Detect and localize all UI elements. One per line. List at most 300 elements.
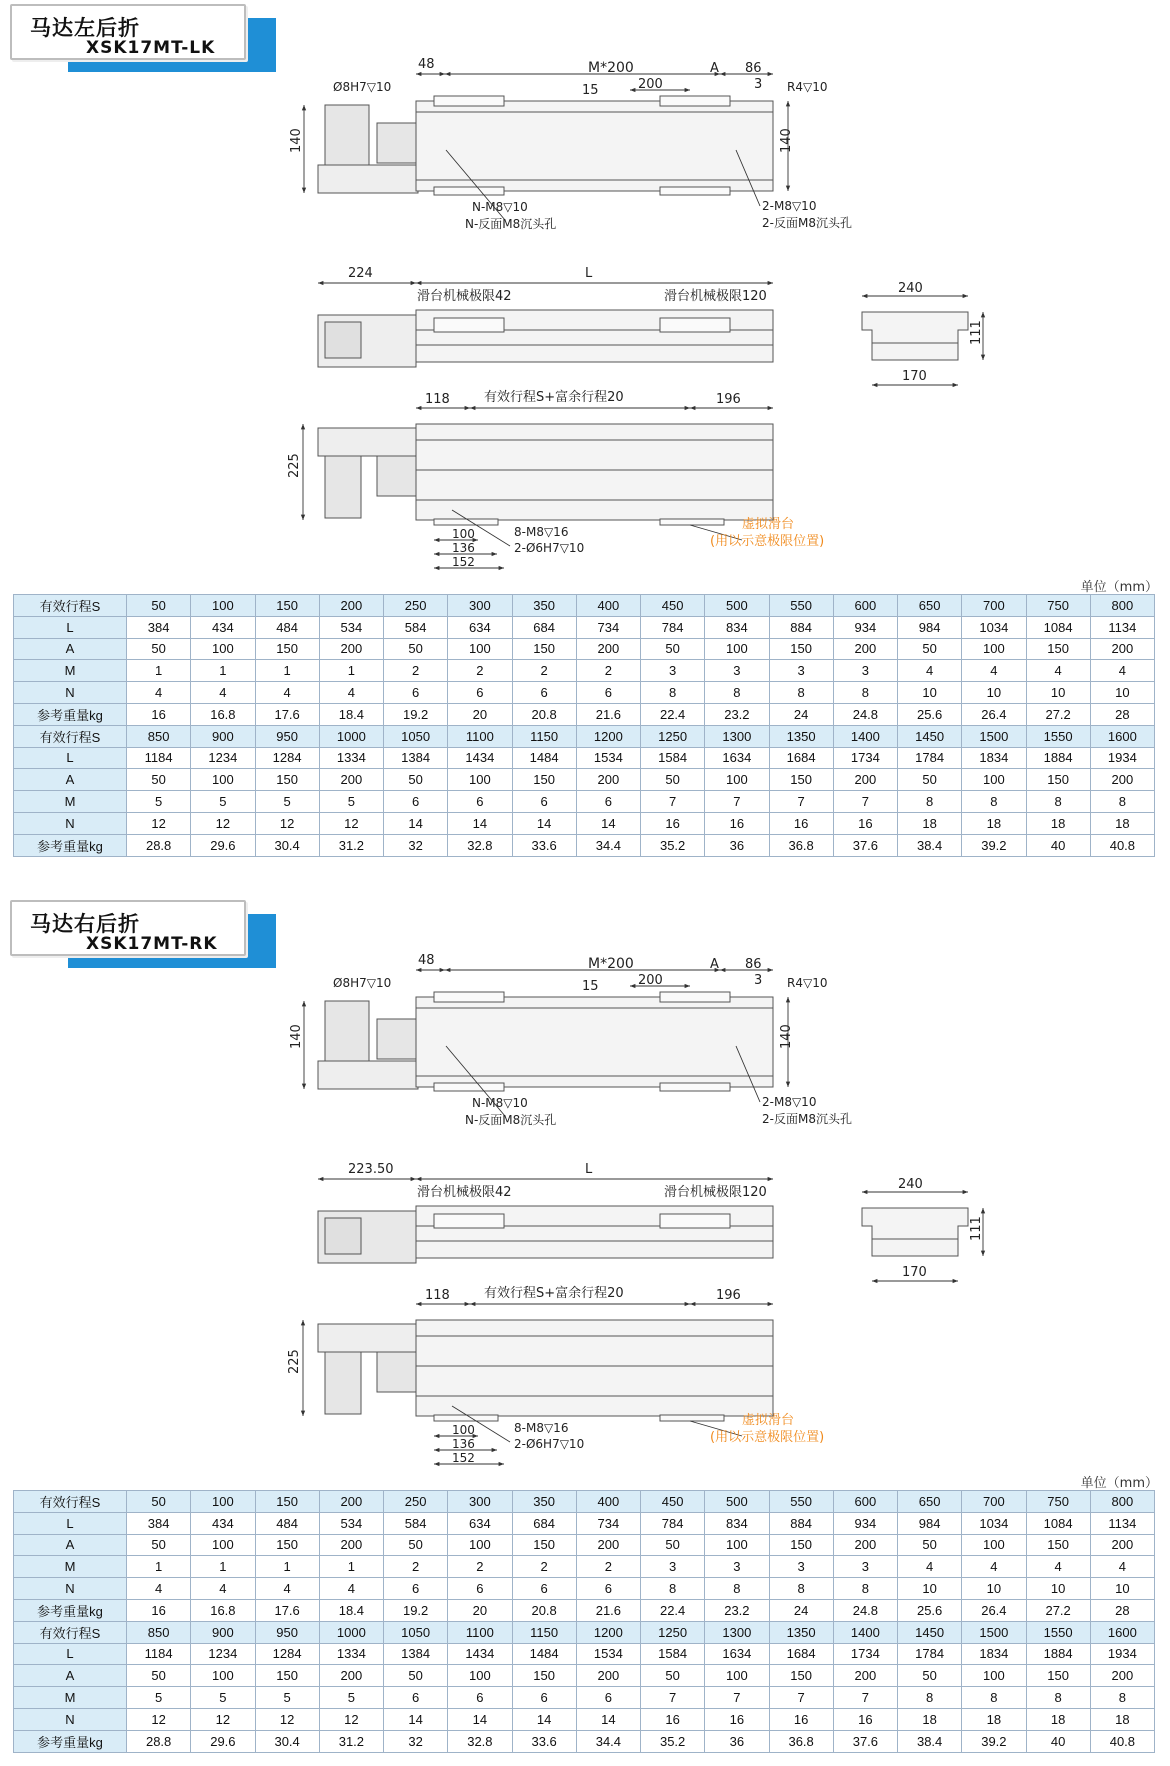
table-cell: 34.4	[576, 1730, 640, 1752]
table-cell: 10	[1026, 1578, 1090, 1600]
table-cell: 50	[641, 769, 705, 791]
table-cell: 23.2	[705, 703, 769, 725]
table-cell: 4	[1026, 660, 1090, 682]
table-cell: 1234	[191, 1643, 255, 1665]
table-cell: 1	[319, 1556, 383, 1578]
table-cell: 19.2	[384, 1599, 448, 1621]
table-cell: 7	[833, 1687, 897, 1709]
table-cell: 1584	[641, 1643, 705, 1665]
table-cell: 100	[191, 638, 255, 660]
dim-170: 170	[902, 1265, 927, 1280]
table-cell: 200	[1090, 1534, 1154, 1556]
table-cell: 36	[705, 1730, 769, 1752]
table-cell: 100	[191, 1534, 255, 1556]
table-cell: 35.2	[641, 1730, 705, 1752]
table-cell: 8	[833, 682, 897, 704]
table-cell: 1600	[1090, 1621, 1154, 1643]
row-label: 参考重量kg	[14, 1599, 127, 1621]
dim-200: 200	[638, 973, 663, 988]
table-cell: 38.4	[898, 834, 962, 856]
table-cell: 14	[512, 1708, 576, 1730]
table-cell: 32	[384, 834, 448, 856]
table-cell: 1384	[384, 747, 448, 769]
table-cell: 10	[898, 1578, 962, 1600]
table-cell: 1150	[512, 1621, 576, 1643]
dim-100: 100	[452, 527, 475, 541]
table-cell: 36	[705, 834, 769, 856]
motor-bracket	[318, 165, 418, 193]
table-cell: 634	[448, 1512, 512, 1534]
table-cell: 6	[448, 791, 512, 813]
dim-240: 240	[898, 281, 923, 296]
table-cell: 14	[576, 812, 640, 834]
table-cell: 250	[384, 1491, 448, 1513]
table-cell: 150	[255, 1534, 319, 1556]
table-cell: 6	[576, 1578, 640, 1600]
dim-152: 152	[452, 555, 475, 569]
table-cell: 934	[833, 616, 897, 638]
table-cell: 1534	[576, 747, 640, 769]
table-cell: 16	[705, 812, 769, 834]
table-cell: 8	[1090, 1687, 1154, 1709]
table-cell: 484	[255, 1512, 319, 1534]
table-cell: 18.4	[319, 703, 383, 725]
label-8m8: 8-M8▽16	[514, 1421, 569, 1435]
table-cell: 800	[1090, 595, 1154, 617]
dim-196: 196	[716, 1288, 741, 1303]
table-row	[14, 616, 1155, 638]
row-label: 有效行程S	[14, 725, 127, 747]
table-cell: 7	[705, 791, 769, 813]
table-cell: 5	[191, 791, 255, 813]
dim-118: 118	[425, 1288, 450, 1303]
table-cell: 150	[512, 769, 576, 791]
table-cell: 1200	[576, 725, 640, 747]
table-cell: 17.6	[255, 1599, 319, 1621]
table-cell: 16	[769, 1708, 833, 1730]
table-cell: 6	[384, 791, 448, 813]
table-cell: 684	[512, 616, 576, 638]
table-cell: 1250	[641, 725, 705, 747]
table-cell: 1634	[705, 1643, 769, 1665]
table-cell: 14	[448, 812, 512, 834]
table-cell: 22.4	[641, 1599, 705, 1621]
table-cell: 1434	[448, 1643, 512, 1665]
table-cell: 900	[191, 725, 255, 747]
table-cell: 8	[962, 1687, 1026, 1709]
table-cell: 50	[641, 638, 705, 660]
table-cell: 32	[384, 1730, 448, 1752]
table-cell: 1450	[898, 1621, 962, 1643]
table-cell: 12	[319, 1708, 383, 1730]
table-cell: 834	[705, 616, 769, 638]
table-cell: 1384	[384, 1643, 448, 1665]
table-cell: 800	[1090, 1491, 1154, 1513]
table-cell: 4	[191, 682, 255, 704]
table-row	[14, 1599, 1155, 1621]
coupling-housing	[377, 123, 417, 163]
dim-152: 152	[452, 1451, 475, 1465]
row-label: L	[14, 616, 127, 638]
table-cell: 4	[898, 1556, 962, 1578]
table-cell: 18.4	[319, 1599, 383, 1621]
table-cell: 36.8	[769, 1730, 833, 1752]
dim-140-left: 140	[289, 128, 304, 153]
table-cell: 2	[576, 1556, 640, 1578]
table-cell: 5	[127, 1687, 191, 1709]
slider-right-top	[660, 992, 730, 1002]
table-cell: 1484	[512, 747, 576, 769]
label-virtual-note: (用以示意极限位置)	[710, 534, 825, 549]
table-cell: 200	[319, 769, 383, 791]
table-cell: 39.2	[962, 834, 1026, 856]
motor-body	[325, 105, 369, 165]
table-cell: 16	[833, 1708, 897, 1730]
table-cell: 3	[833, 660, 897, 682]
table-cell: 12	[127, 812, 191, 834]
table-cell: 8	[705, 1578, 769, 1600]
section-title-cn: 马达左后折	[30, 16, 140, 40]
motor-body	[325, 1001, 369, 1061]
table-cell: 16	[641, 812, 705, 834]
row-label: 有效行程S	[14, 1621, 127, 1643]
dim-a: A	[710, 957, 719, 972]
table-cell: 2	[384, 1556, 448, 1578]
table-cell: 50	[641, 1665, 705, 1687]
table-cell: 150	[1026, 1534, 1090, 1556]
table-cell: 2	[512, 660, 576, 682]
table-cell: 884	[769, 1512, 833, 1534]
table-cell: 1	[127, 1556, 191, 1578]
table-cell: 434	[191, 1512, 255, 1534]
dim-86: 86	[745, 957, 762, 972]
dim-48: 48	[418, 57, 435, 72]
table-cell: 150	[769, 638, 833, 660]
table-cell: 4	[319, 682, 383, 704]
table-cell: 50	[127, 595, 191, 617]
table-cell: 150	[769, 769, 833, 791]
table-cell: 6	[448, 1578, 512, 1600]
table-cell: 1	[255, 660, 319, 682]
table-cell: 650	[898, 1491, 962, 1513]
table-cell: 50	[384, 1665, 448, 1687]
table-cell: 450	[641, 595, 705, 617]
table-cell: 200	[833, 1534, 897, 1556]
table-cell: 20.8	[512, 1599, 576, 1621]
label-8m8: 8-M8▽16	[514, 525, 569, 539]
table-cell: 31.2	[319, 1730, 383, 1752]
table-cell: 150	[1026, 1665, 1090, 1687]
table-cell: 1	[191, 660, 255, 682]
table-cell: 10	[962, 682, 1026, 704]
table-cell: 1034	[962, 1512, 1026, 1534]
table-cell: 100	[448, 769, 512, 791]
end-view	[862, 312, 968, 360]
table-cell: 6	[576, 682, 640, 704]
table-cell: 10	[1090, 682, 1154, 704]
label-2m8: 2-M8▽10	[762, 199, 817, 213]
table-cell: 6	[384, 1578, 448, 1600]
table-cell: 50	[127, 638, 191, 660]
table-cell: 5	[191, 1687, 255, 1709]
dim-m200: M*200	[588, 956, 634, 972]
table-cell: 4	[127, 682, 191, 704]
table-cell: 884	[769, 616, 833, 638]
table-cell: 18	[1090, 1708, 1154, 1730]
table-cell: 21.6	[576, 1599, 640, 1621]
section-title-model: XSK17MT-LK	[86, 38, 216, 58]
table-cell: 6	[576, 791, 640, 813]
table-cell: 2	[448, 660, 512, 682]
table-cell: 32.8	[448, 1730, 512, 1752]
side-view	[318, 310, 773, 367]
table-cell: 1034	[962, 616, 1026, 638]
table-cell: 14	[576, 1708, 640, 1730]
dim-140-right: 140	[779, 1024, 794, 1049]
dim-140-right: 140	[779, 128, 794, 153]
table-cell: 150	[1026, 769, 1090, 791]
dim-3: 3	[754, 77, 763, 92]
table-cell: 1550	[1026, 725, 1090, 747]
table-cell: 50	[127, 1665, 191, 1687]
table-cell: 834	[705, 1512, 769, 1534]
bottom-view	[318, 1320, 773, 1421]
table-cell: 30.4	[255, 834, 319, 856]
table-cell: 1000	[319, 1621, 383, 1643]
label-virtual-slider: 虚拟滑台	[742, 1413, 795, 1428]
dim-3: 3	[754, 973, 763, 988]
table-cell: 750	[1026, 595, 1090, 617]
table-cell: 150	[255, 1491, 319, 1513]
table-cell: 200	[319, 1491, 383, 1513]
table-cell: 7	[641, 791, 705, 813]
table-cell: 100	[448, 1665, 512, 1687]
row-label: A	[14, 1665, 127, 1687]
table-cell: 600	[833, 1491, 897, 1513]
table-cell: 1934	[1090, 747, 1154, 769]
table-cell: 684	[512, 1512, 576, 1534]
side-view	[318, 1206, 773, 1263]
table-cell: 100	[191, 769, 255, 791]
dim-200: 200	[638, 77, 663, 92]
table-cell: 1200	[576, 1621, 640, 1643]
table-cell: 584	[384, 616, 448, 638]
table-cell: 100	[705, 769, 769, 791]
table-cell: 200	[576, 1665, 640, 1687]
table-cell: 100	[962, 1665, 1026, 1687]
row-label: N	[14, 682, 127, 704]
table-cell: 200	[833, 1665, 897, 1687]
table-cell: 950	[255, 725, 319, 747]
table-cell: 12	[127, 1708, 191, 1730]
table-cell: 50	[384, 1534, 448, 1556]
table-cell: 700	[962, 595, 1026, 617]
row-label: N	[14, 812, 127, 834]
table-cell: 4	[898, 660, 962, 682]
table-cell: 16.8	[191, 1599, 255, 1621]
dim-140-left: 140	[289, 1024, 304, 1049]
table-cell: 850	[127, 1621, 191, 1643]
table-cell: 150	[512, 638, 576, 660]
table-cell: 2	[576, 660, 640, 682]
table-cell: 18	[1090, 812, 1154, 834]
table-cell: 3	[769, 1556, 833, 1578]
label-stroke: 有效行程S+富余行程20	[484, 390, 624, 405]
table-cell: 5	[319, 791, 383, 813]
table-cell: 300	[448, 1491, 512, 1513]
dim-136: 136	[452, 541, 475, 555]
table-cell: 1400	[833, 1621, 897, 1643]
table-cell: 534	[319, 616, 383, 638]
table-cell: 1084	[1026, 1512, 1090, 1534]
unit-label: 单位（mm）	[1080, 580, 1158, 595]
table-cell: 20	[448, 1599, 512, 1621]
table-cell: 24.8	[833, 703, 897, 725]
table-cell: 500	[705, 595, 769, 617]
row-label: 有效行程S	[14, 1491, 127, 1513]
table-cell: 434	[191, 616, 255, 638]
table-cell: 150	[512, 1665, 576, 1687]
dim-L: L	[585, 1162, 593, 1177]
table-row	[14, 638, 1155, 660]
table-cell: 450	[641, 1491, 705, 1513]
table-cell: 18	[898, 1708, 962, 1730]
table-cell: 26.4	[962, 703, 1026, 725]
table-cell: 17.6	[255, 703, 319, 725]
table-cell: 22.4	[641, 703, 705, 725]
table-cell: 950	[255, 1621, 319, 1643]
table-cell: 32.8	[448, 834, 512, 856]
row-label: N	[14, 1578, 127, 1600]
table-row	[14, 1665, 1155, 1687]
table-cell: 34.4	[576, 834, 640, 856]
table-cell: 150	[255, 638, 319, 660]
table-cell: 16.8	[191, 703, 255, 725]
table-row	[14, 1491, 1155, 1513]
table-row	[14, 1730, 1155, 1752]
end-view	[862, 1208, 968, 1256]
table-cell: 300	[448, 595, 512, 617]
dim-15: 15	[582, 83, 599, 98]
row-label: A	[14, 769, 127, 791]
table-cell: 6	[448, 1687, 512, 1709]
row-label: M	[14, 791, 127, 813]
table-cell: 3	[705, 1556, 769, 1578]
table-cell: 1134	[1090, 1512, 1154, 1534]
table-cell: 384	[127, 1512, 191, 1534]
table-cell: 4	[962, 1556, 1026, 1578]
table-cell: 14	[512, 812, 576, 834]
table-cell: 1334	[319, 747, 383, 769]
table-cell: 50	[898, 1534, 962, 1556]
table-cell: 18	[1026, 812, 1090, 834]
table-cell: 750	[1026, 1491, 1090, 1513]
row-label: 参考重量kg	[14, 834, 127, 856]
table-row	[14, 812, 1155, 834]
table-cell: 734	[576, 616, 640, 638]
table-cell: 12	[319, 812, 383, 834]
coupling-housing	[377, 1019, 417, 1059]
table-cell: 4	[1090, 660, 1154, 682]
dim-225: 225	[287, 1349, 302, 1374]
label-limit42: 滑台机械极限42	[417, 1185, 512, 1200]
table-cell: 600	[833, 595, 897, 617]
dim-240: 240	[898, 1177, 923, 1192]
spec-table	[13, 594, 1155, 857]
label-limit42: 滑台机械极限42	[417, 289, 512, 304]
table-cell: 4	[1026, 1556, 1090, 1578]
table-row	[14, 595, 1155, 617]
table-cell: 1350	[769, 725, 833, 747]
module-body-bottom	[416, 1320, 773, 1416]
table-cell: 200	[576, 638, 640, 660]
slider-left-top	[434, 992, 504, 1002]
table-cell: 14	[384, 1708, 448, 1730]
table-cell: 550	[769, 1491, 833, 1513]
table-cell: 6	[512, 791, 576, 813]
table-cell: 31.2	[319, 834, 383, 856]
table-cell: 200	[1090, 638, 1154, 660]
table-cell: 4	[191, 1578, 255, 1600]
table-cell: 1050	[384, 725, 448, 747]
table-cell: 1000	[319, 725, 383, 747]
motor-bottom	[318, 428, 416, 456]
dim-170: 170	[902, 369, 927, 384]
table-row	[14, 1621, 1155, 1643]
table-cell: 100	[705, 638, 769, 660]
table-cell: 16	[127, 703, 191, 725]
table-cell: 28	[1090, 703, 1154, 725]
table-cell: 3	[769, 660, 833, 682]
table-cell: 6	[448, 682, 512, 704]
table-cell: 40.8	[1090, 1730, 1154, 1752]
label-nm8: N-M8▽10	[472, 200, 528, 214]
table-cell: 784	[641, 1512, 705, 1534]
table-row	[14, 682, 1155, 704]
table-cell: 150	[255, 769, 319, 791]
table-row	[14, 1687, 1155, 1709]
table-cell: 200	[833, 638, 897, 660]
table-cell: 27.2	[1026, 703, 1090, 725]
table-cell: 33.6	[512, 834, 576, 856]
table-row	[14, 1534, 1155, 1556]
table-cell: 700	[962, 1491, 1026, 1513]
table-cell: 1100	[448, 725, 512, 747]
table-cell: 650	[898, 595, 962, 617]
table-cell: 29.6	[191, 834, 255, 856]
table-cell: 1234	[191, 747, 255, 769]
table-cell: 784	[641, 616, 705, 638]
top-view	[318, 96, 773, 195]
table-cell: 1634	[705, 747, 769, 769]
table-cell: 8	[769, 682, 833, 704]
table-cell: 150	[769, 1665, 833, 1687]
technical-drawing	[0, 0, 1170, 580]
table-cell: 150	[1026, 638, 1090, 660]
dim-r4: R4▽10	[787, 80, 828, 94]
table-cell: 5	[255, 1687, 319, 1709]
table-cell: 7	[833, 791, 897, 813]
bottom-view	[318, 424, 773, 525]
table-cell: 1684	[769, 1643, 833, 1665]
table-cell: 4	[127, 1578, 191, 1600]
table-cell: 39.2	[962, 1730, 1026, 1752]
table-cell: 1350	[769, 1621, 833, 1643]
table-cell: 16	[769, 812, 833, 834]
dim-phi8: Ø8H7▽10	[333, 80, 392, 94]
row-label: L	[14, 1643, 127, 1665]
table-cell: 534	[319, 1512, 383, 1534]
